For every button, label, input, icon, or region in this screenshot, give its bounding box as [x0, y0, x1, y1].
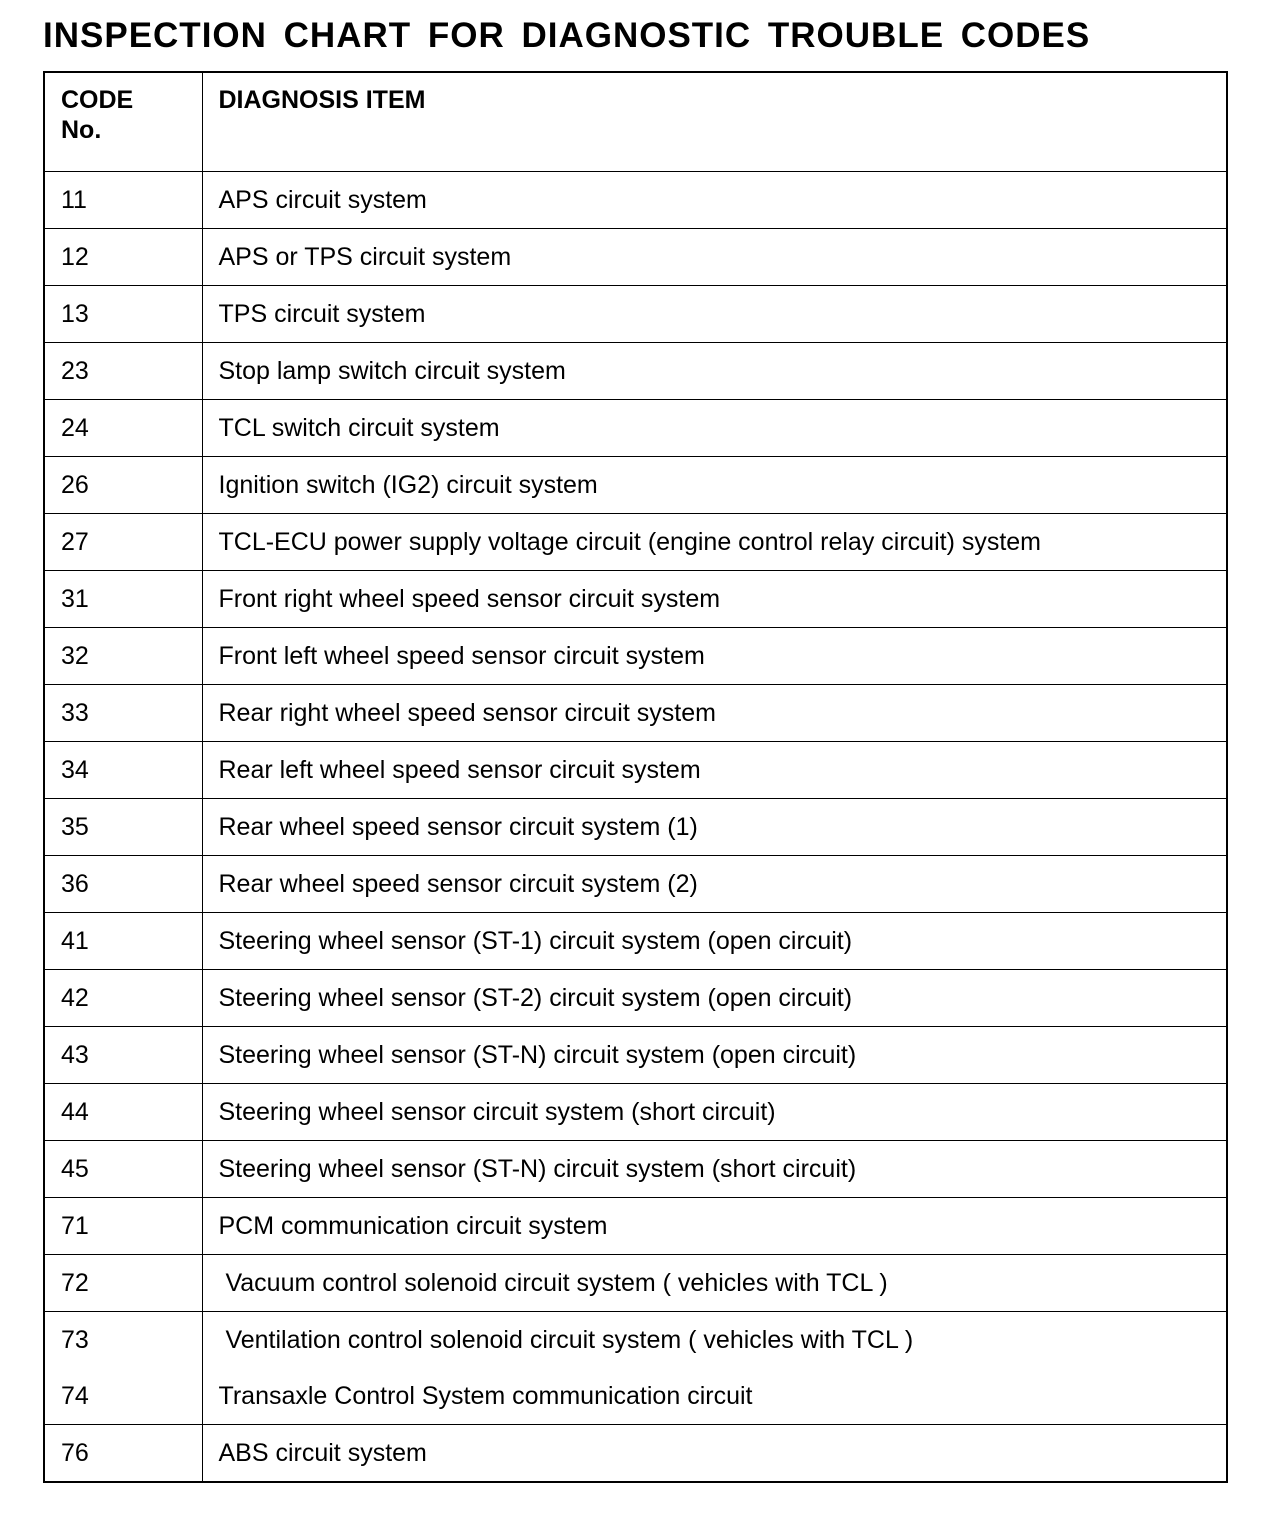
table-row	[44, 457, 1227, 514]
code-cell: 34	[44, 742, 202, 799]
table-row	[44, 1084, 1227, 1141]
code-cell: 44	[44, 1084, 202, 1141]
table-row	[44, 970, 1227, 1027]
code-cell: 74	[44, 1368, 202, 1425]
table-row	[44, 571, 1227, 628]
diagnosis-item-cell: Steering wheel sensor circuit system (short circuit)	[202, 1084, 1227, 1141]
diagnosis-item-cell: Transaxle Control System communication circuit	[202, 1368, 1227, 1425]
code-cell: 24	[44, 400, 202, 457]
code-cell: 26	[44, 457, 202, 514]
diagnosis-item-cell: Steering wheel sensor (ST-1) circuit system (open circuit)	[202, 913, 1227, 970]
page-title: INSPECTION CHART FOR DIAGNOSTIC TROUBLE CODES	[43, 16, 1091, 55]
code-cell: 13	[44, 286, 202, 343]
diagnosis-item-cell: PCM communication circuit system	[202, 1198, 1227, 1255]
code-cell: 32	[44, 628, 202, 685]
table-row	[44, 514, 1227, 571]
table-row	[44, 400, 1227, 457]
code-cell: 33	[44, 685, 202, 742]
code-cell: 31	[44, 571, 202, 628]
code-cell: 41	[44, 913, 202, 970]
diagnosis-item-cell: Rear left wheel speed sensor circuit system	[202, 742, 1227, 799]
diagnosis-item-cell: ABS circuit system	[202, 1425, 1227, 1483]
table-row	[44, 1368, 1227, 1425]
diagnosis-item-cell: Rear wheel speed sensor circuit system (1)	[202, 799, 1227, 856]
header-diagnosis-item: DIAGNOSIS ITEM	[202, 72, 1227, 172]
code-cell: 35	[44, 799, 202, 856]
diagnosis-item-cell: Front left wheel speed sensor circuit system	[202, 628, 1227, 685]
table-row	[44, 1425, 1227, 1483]
header-code-line1: CODE	[61, 86, 134, 114]
code-cell: 45	[44, 1141, 202, 1198]
diagnosis-item-cell: APS circuit system	[202, 172, 1227, 229]
diagnosis-item-cell: Rear right wheel speed sensor circuit system	[202, 685, 1227, 742]
table-row	[44, 172, 1227, 229]
header-code-line2: No.	[61, 116, 102, 144]
code-cell: 43	[44, 1027, 202, 1084]
table-row	[44, 628, 1227, 685]
diagnosis-item-cell: Stop lamp switch circuit system	[202, 343, 1227, 400]
table-row	[44, 1027, 1227, 1084]
table-row	[44, 1141, 1227, 1198]
diagnosis-item-cell: TCL-ECU power supply voltage circuit (engine control relay circuit) system	[202, 514, 1227, 571]
table-row	[44, 856, 1227, 913]
code-cell: 72	[44, 1255, 202, 1312]
diagnosis-item-cell: Front right wheel speed sensor circuit system	[202, 571, 1227, 628]
diagnosis-item-cell: Ignition switch (IG2) circuit system	[202, 457, 1227, 514]
code-cell: 11	[44, 172, 202, 229]
diagnosis-item-cell: Rear wheel speed sensor circuit system (2)	[202, 856, 1227, 913]
code-cell: 71	[44, 1198, 202, 1255]
trouble-code-table	[43, 71, 1228, 1483]
table-row	[44, 1255, 1227, 1312]
table-row	[44, 343, 1227, 400]
table-row	[44, 286, 1227, 343]
diagnosis-item-cell: APS or TPS circuit system	[202, 229, 1227, 286]
code-cell: 76	[44, 1425, 202, 1483]
table-row	[44, 229, 1227, 286]
diagnosis-item-cell: Ventilation control solenoid circuit system ( vehicles with TCL )	[202, 1312, 1227, 1369]
diagnosis-item-cell: Vacuum control solenoid circuit system ( vehicles with TCL )	[202, 1255, 1227, 1312]
table-row	[44, 913, 1227, 970]
table-row	[44, 742, 1227, 799]
diagnosis-item-cell: Steering wheel sensor (ST-N) circuit system (open circuit)	[202, 1027, 1227, 1084]
table-header-row	[44, 72, 1227, 172]
diagnosis-item-cell: Steering wheel sensor (ST-2) circuit system (open circuit)	[202, 970, 1227, 1027]
code-cell: 23	[44, 343, 202, 400]
table-row	[44, 1312, 1227, 1369]
header-code-no	[44, 72, 202, 172]
code-cell: 36	[44, 856, 202, 913]
table-row	[44, 1198, 1227, 1255]
code-cell: 73	[44, 1312, 202, 1369]
code-cell: 42	[44, 970, 202, 1027]
table-row	[44, 799, 1227, 856]
diagnosis-item-cell: Steering wheel sensor (ST-N) circuit system (short circuit)	[202, 1141, 1227, 1198]
diagnosis-item-cell: TCL switch circuit system	[202, 400, 1227, 457]
diagnosis-item-cell: TPS circuit system	[202, 286, 1227, 343]
code-cell: 12	[44, 229, 202, 286]
table-row	[44, 685, 1227, 742]
code-cell: 27	[44, 514, 202, 571]
